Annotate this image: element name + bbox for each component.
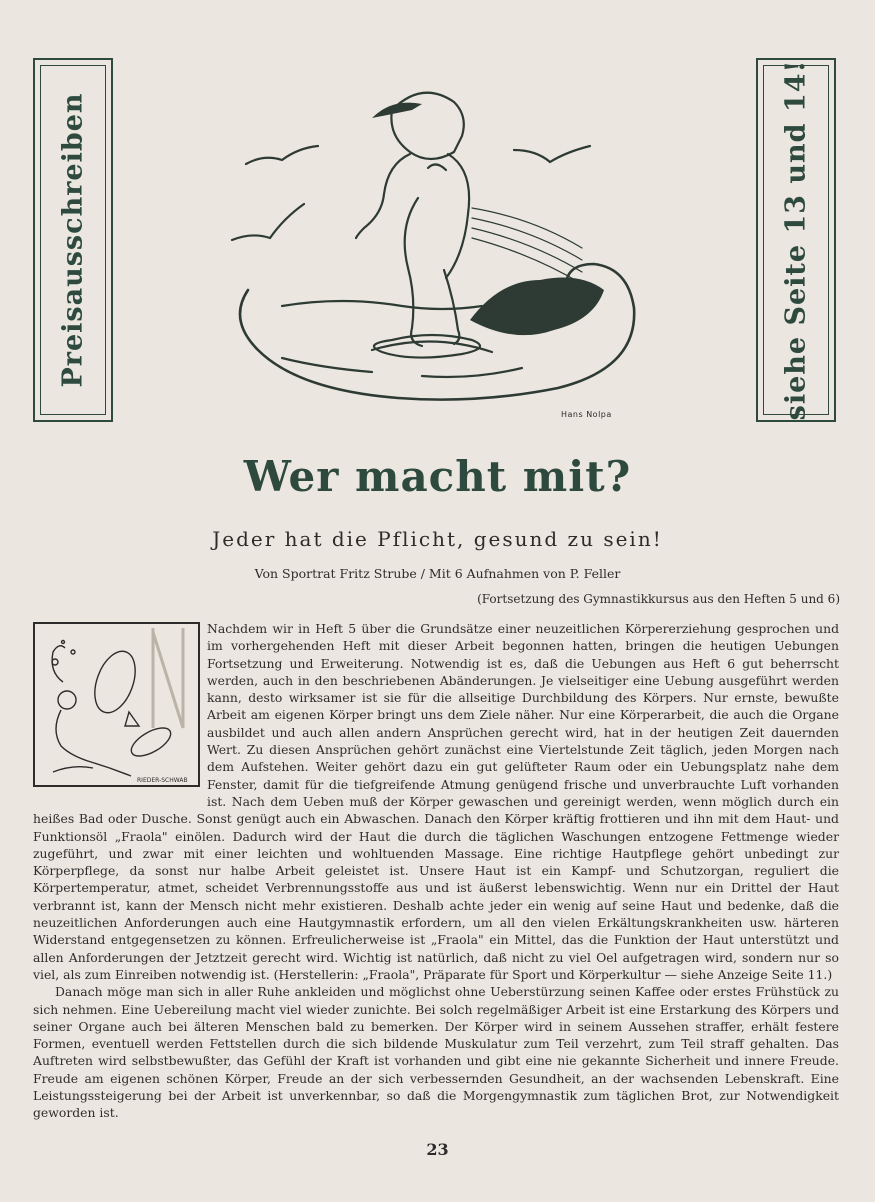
article-body [33, 620, 839, 1122]
continuation-note: (Fortsetzung des Gymnastikkursus aus den Heften 5 und 6) [477, 592, 840, 606]
right-frame-box [756, 58, 836, 422]
page-reference-label: siehe Seite 13 und 14! [780, 59, 812, 421]
mermaid-signature: RIEDER-SCHWAB [137, 777, 188, 784]
page-number: 23 [426, 1140, 449, 1159]
subheadline: Jeder hat die Pflicht, gesund zu sein! [212, 527, 663, 551]
headline: Wer macht mit? [243, 452, 632, 501]
seagull-icon [246, 146, 318, 164]
paragraph: Danach möge man sich in aller Ruhe ankleiden und möglichst ohne Ueberstürzung seinen Kaffee oder erstes Frühstück zu sich nehmen. Eine Uebereilung macht viel wieder zunichte. Bei solch regelmäßiger Arbeit ist eine Erstarkung des Körpers und seiner Organe auch bei älteren Menschen bald zu bemerken. Der Körper wird in seinem Aussehen straffer, erhält festere Formen, eventuell werden Fettstellen durch die sich bildende Muskulatur zum Teil verzehrt, zum Teil straff gehalten. Das Auftreten wird selbstbewußter, das Gefühl der Kraft ist vorhanden und gibt eine nie gekannte Sicherheit und innere Freude. Freude am eigenen schönen Körper, Freude an der sich verbessernden Gesundheit, an der wachsenden Lebenskraft. Eine Leistungssteigerung bei der Arbeit ist unverkennbar, so daß die Morgengymnastik zum täglichen Brot, zur Notwendigkeit geworden ist. [33, 984, 839, 1121]
left-frame-box [33, 58, 113, 422]
paragraph: Nachdem wir in Heft 5 über die Grundsätze einer neuzeitlichen Körpererziehung gesprochen und im vorhergehenden Heft mit dieser Arbeit begonnen hatten, bringen die heutigen Uebungen Fortsetzung und Erweiterung. Notwendig ist es, daß die Uebungen aus Heft 6 gut beherrscht werden, auch in den beschriebenen Abänderungen. Je vielseitiger eine Uebung ausgeführt werden kann, desto wirksamer ist sie für die allseitige Durchbildung des Körpers. Nur ernste, bewußte Arbeit am eigenen Körper bringt uns dem Ziele näher. Nur eine Körperarbeit, die auch die Organe ausbildet und auch allen andern Ansprüchen gerecht wird, hat in der heutigen Zeit dauernden Wert. Zu diesen Ansprüchen gehört zunächst eine Viertelstunde Zeit täglich, jeden Morgen nach dem Aufstehen. Weiter gehört dazu ein gut gelüfteter Raum oder ein Uebungsplatz nahe dem Fenster, damit für die tiefgreifende Atmung genügend frische und unverbrauchte Luft vorhanden ist. Nach dem Ueben muß der Körper gewaschen und gereinigt werden, wenn möglich durch ein heißes Bad oder Dusche. Sonst genügt auch ein Abwaschen. Danach den Körper kräftig frottieren und ihn mit dem Haut- und Funktionsöl „Fraola" einölen. Dadurch wird der Haut die durch die täglichen Waschungen entzogene Fettmenge wieder zugeführt, und zwar mit einer leichten und wohltuenden Massage. Eine richtige Hautpflege gehört unbedingt zur Körperpflege, da sonst nur halbe Arbeit geleistet ist. Unsere Haut ist ein Kampf- und Schutzorgan, reguliert die Körpertemperatur, atmet, scheidet Verbrennungsstoffe aus und ist äußerst lebenswichtig. Wenn nur ein Drittel der Haut verbrannt ist, kann der Mensch nicht mehr existieren. Deshalb achte jeder ein wenig auf seine Haut und bedenke, daß die neuzeitlichen Anforderungen auch eine Hautgymnastik erfordern, um all den vielen Erkältungskrankheiten usw. härteren Widerstand entgegensetzen zu können. Erfreulicherweise ist „Fraola" ein Mittel, das die Funktion der Haut unterstützt und allen Anforderungen der Jetztzeit gerecht wird. Wichtig ist natürlich, daß nicht zu viel Oel aufgetragen wird, sondern nur so viel, als zum Einreiben notwendig ist. (Herstellerin: „Fraola", Präparate für Sport und Körperkultur — siehe Anzeige Seite 11.) [33, 621, 839, 982]
illustration-signature: Hans Nolpa [561, 410, 612, 419]
byline: Von Sportrat Fritz Strube / Mit 6 Aufnahmen von P. Feller [254, 566, 621, 581]
seagull-icon [514, 146, 590, 162]
contest-label: Preisausschreiben [57, 92, 89, 388]
seagull-icon [232, 204, 304, 240]
child-at-sea-illustration [222, 58, 652, 423]
